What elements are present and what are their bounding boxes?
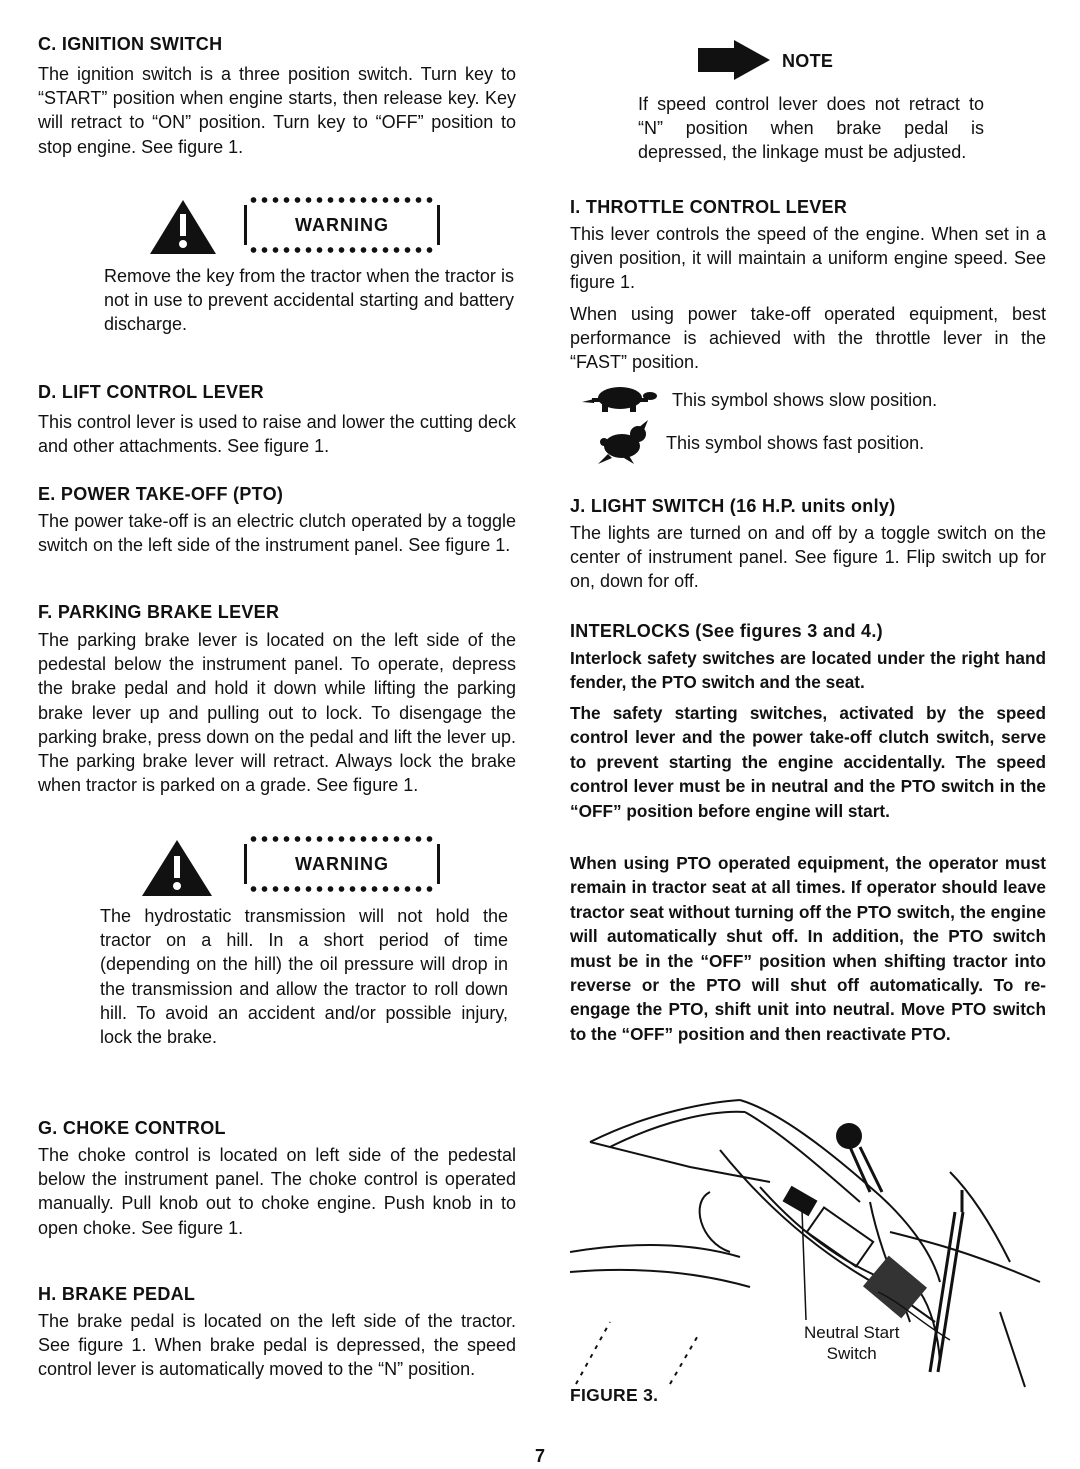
section-i-title: I. THROTTLE CONTROL LEVER [570, 197, 848, 217]
fast-symbol-text: This symbol shows fast position. [666, 432, 925, 453]
slow-symbol-row [580, 384, 937, 416]
interlocks-paragraph-1: Interlock safety switches are located under the right hand fender, the PTO switch and the seat. [570, 648, 1046, 693]
section-i-body-2: When using power take-off operated equipment, best performance is achieved with the throttle lever in the “FAST” position. [570, 304, 1046, 373]
fast-symbol-row [594, 420, 924, 466]
arrow-right-icon [698, 40, 772, 80]
interlocks-title: INTERLOCKS (See figures 3 and 4.) [570, 621, 883, 641]
section-e-body: The power take-off is an electric clutch operated by a toggle switch on the left side of the instrument panel. See figure 1. [38, 511, 516, 556]
section-h-title: H. BRAKE PEDAL [38, 1284, 196, 1304]
turtle-icon [580, 384, 660, 416]
section-f-body: The parking brake lever is located on the left side of the pedestal below the instrument panel. To operate, depress the brake pedal and hold it down while lifting the parking brake lever up and pulling out to lock. To disengage the parking brake, press down on the pedal and lift the lever up. The parking brake lever will retract. Always lock the brake when tractor is parked on a grade. See figure 1. [38, 630, 516, 796]
note-body: If speed control lever does not retract to “N” position when brake pedal is depressed, the linkage must be adjusted. [638, 94, 984, 163]
warning-1-body: Remove the key from the tractor when the tractor is not in use to prevent accidental starting and battery discharge. [104, 266, 514, 335]
section-g-body: The choke control is located on left side of the pedestal below the instrument panel. The choke control is operated manually. Pull knob out to choke engine. Push knob in to open choke. See figure 1. [38, 1145, 516, 1238]
slow-symbol-text: This symbol shows slow position. [672, 389, 938, 410]
warning-2-body: The hydrostatic transmission will not hold the tractor on a hill. In a short period of time (depending on the hill) the oil pressure will drop in the transmission and allow the tractor to roll down hill. To avoid an accident and/or possible injury, lock the brake. [100, 906, 508, 1048]
rabbit-icon [594, 420, 654, 466]
warning-label: WARNING [244, 205, 440, 245]
interlocks-paragraph-3: When using PTO operated equipment, the operator must remain in tractor seat at all times. If operator should leave tractor seat without turning off the PTO switch, the engine will automatically shut off. In addition, the PTO switch must be in the “OFF” position when shifting tractor into reverse or the PTO will shut off automatically. To re-engage the PTO, shift unit into neutral. Move PTO switch to the “OFF” position and then reactivate PTO. [570, 853, 1046, 1044]
warning-2 [140, 834, 450, 896]
section-f-title: F. PARKING BRAKE LEVER [38, 602, 280, 622]
warning-triangle-icon [140, 838, 214, 898]
warning-label: WARNING [244, 844, 440, 884]
note-header [698, 40, 878, 80]
section-e-title: E. POWER TAKE-OFF (PTO) [38, 484, 284, 504]
section-c-title: C. IGNITION SWITCH [38, 34, 223, 54]
interlocks-paragraph-2: The safety starting switches, activated by the speed control lever and the power take-off clutch switch, serve to prevent starting the engine accidentally. The speed control lever must be in neutral and the PTO switch in the “OFF” position before engine will start. [570, 703, 1046, 821]
figure-label-line-1: Neutral Start [804, 1323, 900, 1342]
figure-label [804, 1322, 899, 1364]
note-label: NOTE [782, 51, 834, 71]
section-i-body-1: This lever controls the speed of the engine. When set in a given position, it will maintain a uniform engine speed. See figure 1. [570, 224, 1046, 293]
section-j-title: J. LIGHT SWITCH (16 H.P. units only) [570, 496, 896, 516]
figure-label-line-2: Switch [826, 1344, 877, 1363]
warning-triangle-icon [148, 198, 218, 256]
figure-caption: FIGURE 3. [570, 1385, 659, 1405]
section-h-body: The brake pedal is located on the left side of the tractor. See figure 1. When brake pedal is depressed, the speed control lever is automatically moved to the “N” position. [38, 1311, 516, 1380]
page-number: 7 [534, 1446, 545, 1466]
warning-1 [148, 195, 448, 257]
section-d-title: D. LIFT CONTROL LEVER [38, 382, 264, 402]
section-j-body: The lights are turned on and off by a toggle switch on the center of instrument panel. See figure 1. Flip switch up for on, down for off. [570, 523, 1046, 592]
section-g-title: G. CHOKE CONTROL [38, 1118, 226, 1138]
section-d-body: This control lever is used to raise and lower the cutting deck and other attachments. See figure 1. [38, 412, 516, 457]
section-c-body: The ignition switch is a three position switch. Turn key to “START” position when engine starts, then release key. Key will retract to “ON” position. Turn key to “OFF” position to stop engine. See figure 1. [38, 64, 516, 157]
